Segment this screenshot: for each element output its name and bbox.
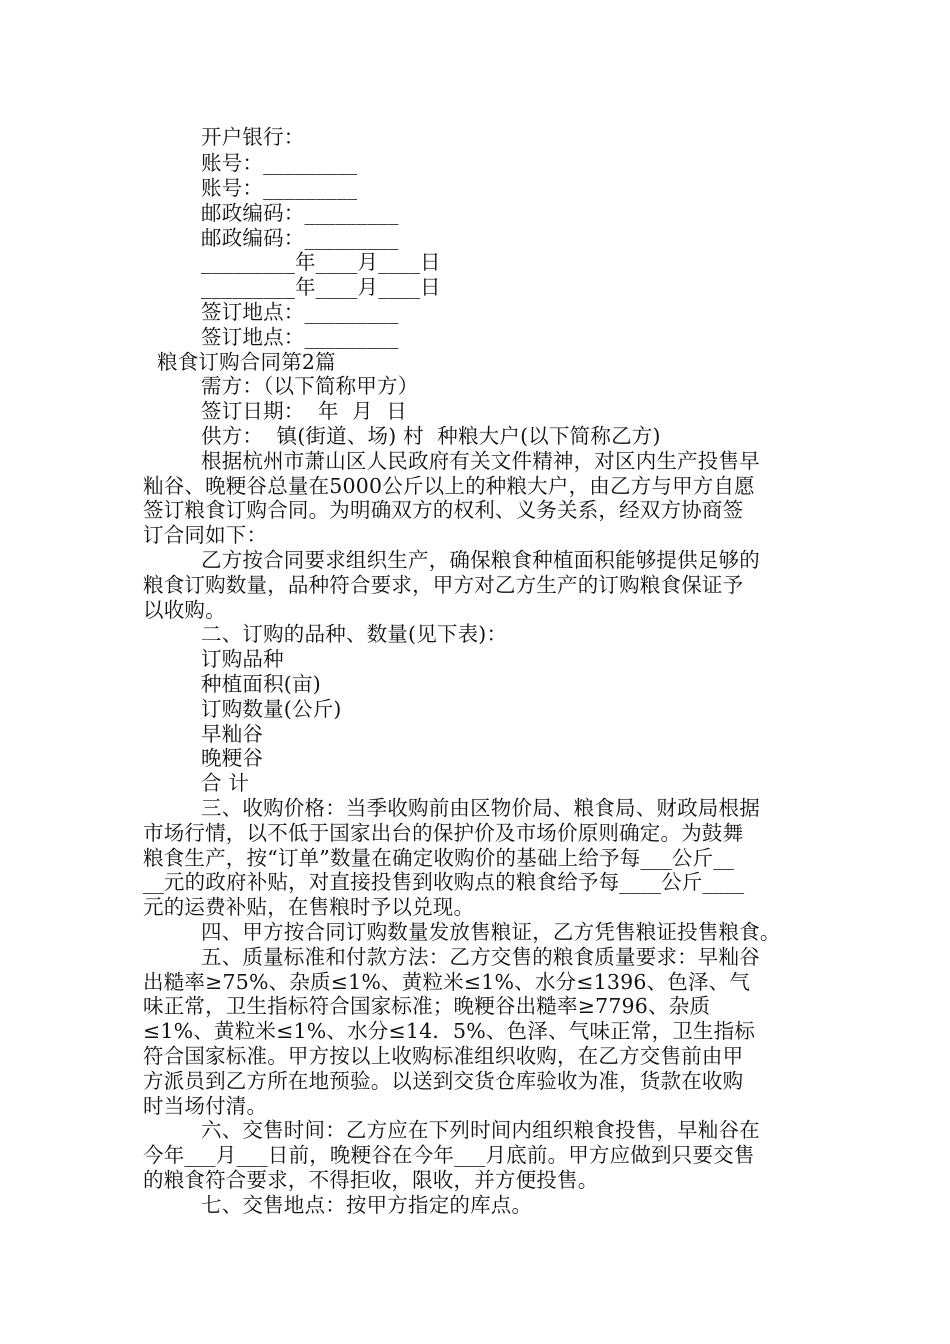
text-line: 账号：_________ [201, 176, 358, 200]
text-line: 订购品种 [201, 647, 284, 671]
text-line: 签订地点：_________ [201, 325, 399, 349]
text-line: 签订地点：_________ [201, 300, 399, 324]
text-line: 籼谷、晚粳谷总量在5000公斤以上的种粮大户，由乙方与甲方自愿 [143, 474, 755, 498]
text-line: 乙方按合同要求组织生产，确保粮食种植面积能够提供足够的 [201, 548, 760, 572]
text-line: 元的运费补贴，在售粮时予以兑现。 [143, 895, 475, 919]
text-line: ≤1%、黄粒米≤1%、水分≤14．5%、色泽、气味正常，卫生指标 [143, 1019, 756, 1043]
text-line: 晚粳谷 [201, 746, 264, 770]
text-line: 粮食订购数量，品种符合要求，甲方对乙方生产的订购粮食保证予 [143, 573, 744, 597]
text-line: 邮政编码：_________ [201, 226, 399, 250]
text-line: 邮政编码：_________ [201, 201, 399, 225]
text-line: 符合国家标准。甲方按以上收购标准组织收购，在乙方交售前由甲 [143, 1044, 744, 1068]
text-line: 以收购。 [143, 598, 226, 622]
text-line: 出糙率≥75%、杂质≤1%、黄粒米≤1%、水分≤1396、色泽、气 [143, 970, 751, 994]
text-line: 四、甲方按合同订购数量发放售粮证，乙方凭售粮证投售粮食。 [201, 920, 781, 944]
text-line: 三、收购价格：当季收购前由区物价局、粮食局、财政局根据 [201, 796, 760, 820]
text-line: 早籼谷 [201, 722, 264, 746]
text-line: 开户银行： [201, 125, 305, 149]
text-line: 的粮食符合要求，不得拒收，限收，并方便投售。 [143, 1168, 599, 1192]
text-line: 方派员到乙方所在地预验。以送到交货仓库验收为准，货款在收购 [143, 1069, 744, 1093]
text-line: 签订日期： 年 月 日 [201, 399, 407, 423]
text-line: _________年____月____日 [201, 250, 441, 274]
text-line: 合 计 [201, 771, 250, 795]
text-line: 五、质量标准和付款方法：乙方交售的粮食质量要求：早籼谷 [201, 945, 760, 969]
text-line: 二、订购的品种、数量(见下表)： [201, 622, 508, 646]
text-line: 签订粮食订购合同。为明确双方的权利、义务关系，经双方协商签 [143, 498, 744, 522]
text-line: 种植面积(亩) [201, 672, 321, 696]
text-line: 订购数量(公斤) [201, 697, 342, 721]
text-line: 粮食生产，按“订单”数量在确定收购价的基础上给予每___公斤__ [143, 846, 735, 870]
section-title: 粮食订购合同第2篇 [157, 350, 336, 374]
text-line: _________年____月____日 [201, 275, 441, 299]
text-line: 订合同如下： [143, 523, 268, 547]
text-line: 供方： 镇(街道、场) 村 种粮大户(以下简称乙方) [201, 424, 661, 448]
text-line: 需方：（以下简称甲方） [201, 374, 419, 398]
text-line: 味正常，卫生指标符合国家标准；晚粳谷出糙率≥7796、杂质 [143, 994, 711, 1018]
text-line: 六、交售时间：乙方应在下列时间内组织粮食投售，早籼谷在 [201, 1118, 760, 1142]
text-line: 账号：_________ [201, 151, 358, 175]
text-line: 今年___月___日前，晚粳谷在今年___月底前。甲方应做到只要交售 [143, 1143, 755, 1167]
text-line: 市场行情，以不低于国家出台的保护价及市场价原则确定。为鼓舞 [143, 821, 744, 845]
text-line: 根据杭州市萧山区人民政府有关文件精神，对区内生产投售早 [201, 449, 760, 473]
text-line: 时当场付清。 [143, 1094, 268, 1118]
text-line: __元的政府补贴，对直接投售到收购点的粮食给予每____公斤____ [143, 870, 745, 894]
text-line: 七、交售地点：按甲方指定的库点。 [201, 1193, 533, 1217]
